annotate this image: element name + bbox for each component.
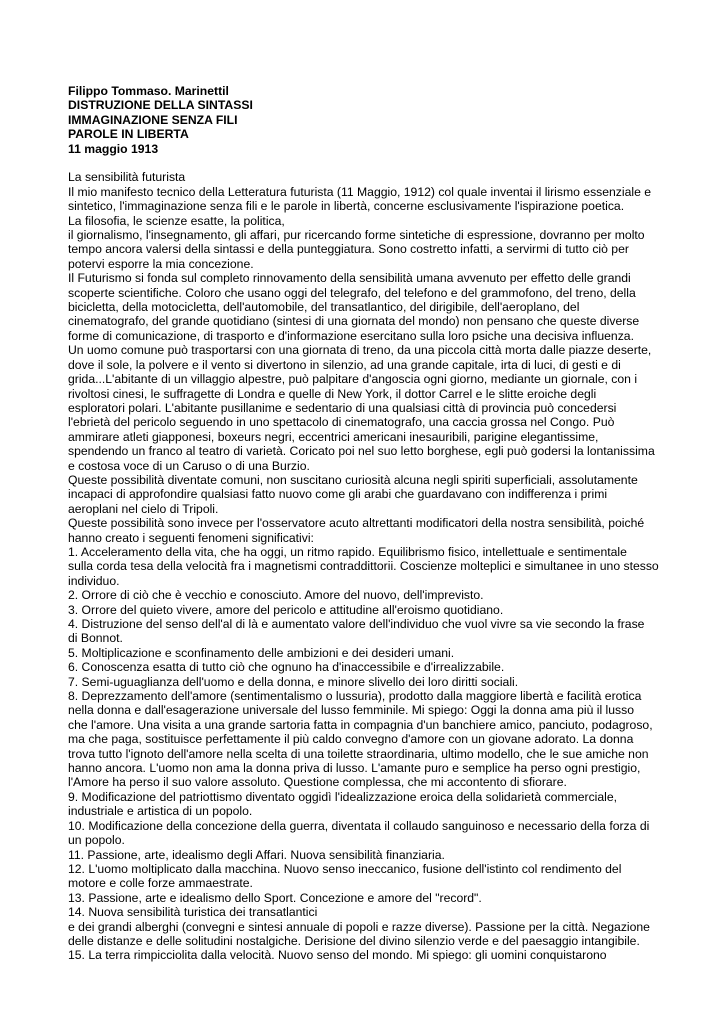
document-header — [68, 84, 668, 156]
text-line: aeroplani nel cielo di Tripoli. — [68, 501, 219, 516]
text-line: 3. Orrore del quieto vivere, amore del pericolo e attitudine all'eroismo quotidiano. — [68, 602, 504, 617]
text-line: 1. Acceleramento della vita, che ha oggi, un ritmo rapido. Equilibrismo fisico, intellettuale e sentimentale — [68, 544, 627, 559]
text-line: Queste possibilità diventate comuni, non suscitano curiosità alcuna negli spiriti superficiali, assolutamente — [68, 472, 638, 487]
text-line: 2. Orrore di ciò che è vecchio e conosciuto. Amore del nuovo, dell'imprevisto. — [68, 588, 484, 603]
text-line: hanno ancora. L'uomo non ama la donna priva di lusso. L'amante puro e semplice ha perso ogni prestigio, — [68, 761, 641, 776]
text-line: che l'amore. Una visita a una grande sartoria fatta in compagnia d'un banchiere amico, panciuto, podagroso, — [68, 717, 653, 732]
text-line: 14. Nuova sensibilità turistica dei transatlantici — [68, 905, 318, 920]
document-body — [68, 170, 668, 962]
text-line: esploratori polari. L'abitante pusillanime e sedentario di una qualsiasi città di provincia può concedersi — [68, 400, 617, 415]
header-line: IMMAGINAZIONE SENZA FILI — [68, 112, 238, 127]
text-line: 13. Passione, arte e idealismo dello Sport. Concezione e amore del "record". — [68, 890, 482, 905]
text-line: La filosofia, le scienze esatte, la politica, — [68, 213, 285, 228]
text-line: 12. L'uomo moltiplicato dalla macchina. Nuovo senso ineccanico, fusione dell'istinto col rendimento del — [68, 861, 622, 876]
text-line: individuo. — [68, 573, 120, 588]
text-line: trova tutto l'ignoto dell'amore nella scelta di una toilette straordinaria, ultimo modello, che le sue amiche non — [68, 746, 649, 761]
text-line: nella donna e dall'esagerazione universale del lusso femminile. Mi spiego: Oggi la donna ama più il lusso — [68, 703, 634, 718]
text-line: l'Amore ha perso il suo valore assoluto. Questione complessa, che mi accontento di sfiorare. — [68, 775, 567, 790]
text-line: industriale e artistica di un popolo. — [68, 804, 253, 819]
header-line: PAROLE IN LIBERTA — [68, 127, 189, 142]
text-line: l'ebrietà del pericolo seguendo in uno spettacolo di cinematografo, una caccia grossa nel Congo. Può — [68, 415, 615, 430]
text-line: sulla corda tesa della velocità fra i magnetismi contraddittorii. Coscienze molteplici e simultanee in uno stesso — [68, 559, 659, 574]
text-line: Il mio manifesto tecnico della Letteratura futurista (11 Maggio, 1912) col quale inventai il lirismo essenziale e — [68, 184, 652, 199]
text-line: 11. Passione, arte, idealismo degli Affari. Nuova sensibilità finanziaria. — [68, 847, 445, 862]
text-line: Queste possibilità sono invece per l'osservatore acuto altrettanti modificatori della nostra sensibilità, poiché — [68, 516, 645, 531]
text-line: 8. Deprezzamento dell'amore (sentimentalismo o lussuria), prodotto dalla maggiore libertà e facilità erotica — [68, 689, 642, 704]
text-line: delle distanze e delle solitudini nostalgiche. Derisione del divino silenzio verde e del paesaggio intangibile. — [68, 933, 640, 948]
text-line: cinematografo, del grande quotidiano (sintesi di una giornata del mondo) non pensano che queste diverse — [68, 314, 640, 329]
text-line: sintetico, l'immaginazione senza fili e le parole in libertà, concerne esclusivamente l'ispirazione poetica. — [68, 199, 625, 214]
text-line: di Bonnot. — [68, 631, 123, 646]
text-line: 9. Modificazione del patriottismo diventato oggidì l'idealizzazione eroica della solidarietà commerciale, — [68, 789, 618, 804]
text-line: Un uomo comune può trasportarsi con una giornata di treno, da una piccola città morta dalle piazze deserte, — [68, 343, 652, 358]
text-line: 10. Modificazione della concezione della guerra, diventata il collaudo sanguinoso e necessario della forza di — [68, 818, 650, 833]
text-line: 4. Distruzione del senso dell'al di là e aumentato valore dell'individuo che vuol vivre sa vie secondo la frase — [68, 617, 645, 632]
text-line: incapaci di approfondire qualsiasi fatto nuovo come gli arabi che guardavano con indifferenza i primi — [68, 487, 608, 502]
text-line: hanno creato i seguenti fenomeni significativi: — [68, 530, 314, 545]
text-line: spendendo un franco al teatro di varietà. Coricato poi nel suo letto borghese, egli può godersi la lontanissima — [68, 444, 655, 459]
text-line: un popolo. — [68, 833, 125, 848]
text-line: grida...L'abitante di un villaggio alpestre, può palpitare d'angoscia ogni giorno, mediante un giornale, con i — [68, 372, 638, 387]
text-line: tempo ancora valersi della sintassi e della punteggiatura. Sono costretto infatti, a servirmi di tutto ciò per — [68, 242, 629, 257]
text-line: 15. La terra rimpicciolita dalla velocità. Nuovo senso del mondo. Mi spiego: gli uomini conquistarono — [68, 948, 607, 963]
text-line: ammirare atleti giapponesi, boxeurs negri, eccentrici americani inesauribili, parigine elegantissime, — [68, 429, 599, 444]
text-line: 5. Moltiplicazione e sconfinamento delle ambizioni e dei desideri umani. — [68, 645, 455, 660]
text-line: La sensibilità futurista — [68, 170, 186, 185]
text-line: rivoltosi cinesi, le suffragette di Londra e quelle di New York, il dottor Carrel e le slitte eroiche degli — [68, 386, 597, 401]
text-line: e costosa voce di un Caruso o di una Burzio. — [68, 458, 310, 473]
text-line: Il Futurismo si fonda sul completo rinnovamento della sensibilità umana avvenuto per effetto delle grandi — [68, 271, 631, 286]
text-line: potervi esporre la mia concezione. — [68, 256, 254, 271]
text-line: scoperte scientifiche. Coloro che usano oggi del telegrafo, del telefono e del grammofono, del treno, della — [68, 285, 636, 300]
section-spacer — [68, 156, 668, 170]
text-line: dove il sole, la polvere e il vento si divertono in silenzio, ad una grande capitale, irta di luci, di gesti e di — [68, 357, 621, 372]
document-page — [68, 84, 668, 963]
text-line: 7. Semi-uguaglianza dell'uomo e della donna, e minore slivello dei loro diritti sociali. — [68, 674, 519, 689]
text-line: forme di comunicazione, di trasporto e d'informazione esercitano sulla loro psiche una decisiva influenza. — [68, 328, 634, 343]
text-line: e dei grandi alberghi (convegni e sintesi annuale di popoli e razze diverse). Passione per la città. Negazione — [68, 919, 650, 934]
text-line: motore e colle forze ammaestrate. — [68, 876, 253, 891]
header-line: DISTRUZIONE DELLA SINTASSI — [68, 98, 253, 113]
text-line: ma che paga, sostituisce perfettamente il più caldo convegno d'amore con un giovane adorato. La donna — [68, 732, 634, 747]
header-line: 11 maggio 1913 — [68, 141, 159, 156]
header-line: Filippo Tommaso. Marinettil — [68, 84, 229, 98]
text-line: il giornalismo, l'insegnamento, gli affari, pur ricercando forme sintetiche di espressione, dovranno per molto — [68, 228, 645, 243]
text-line: 6. Conoscenza esatta di tutto ciò che ognuno ha d'inaccessibile e d'irrealizzabile. — [68, 660, 505, 675]
text-line: bicicletta, della motocicletta, dell'automobile, del transatlantico, del dirigibile, dell'aeroplano, del — [68, 300, 580, 315]
